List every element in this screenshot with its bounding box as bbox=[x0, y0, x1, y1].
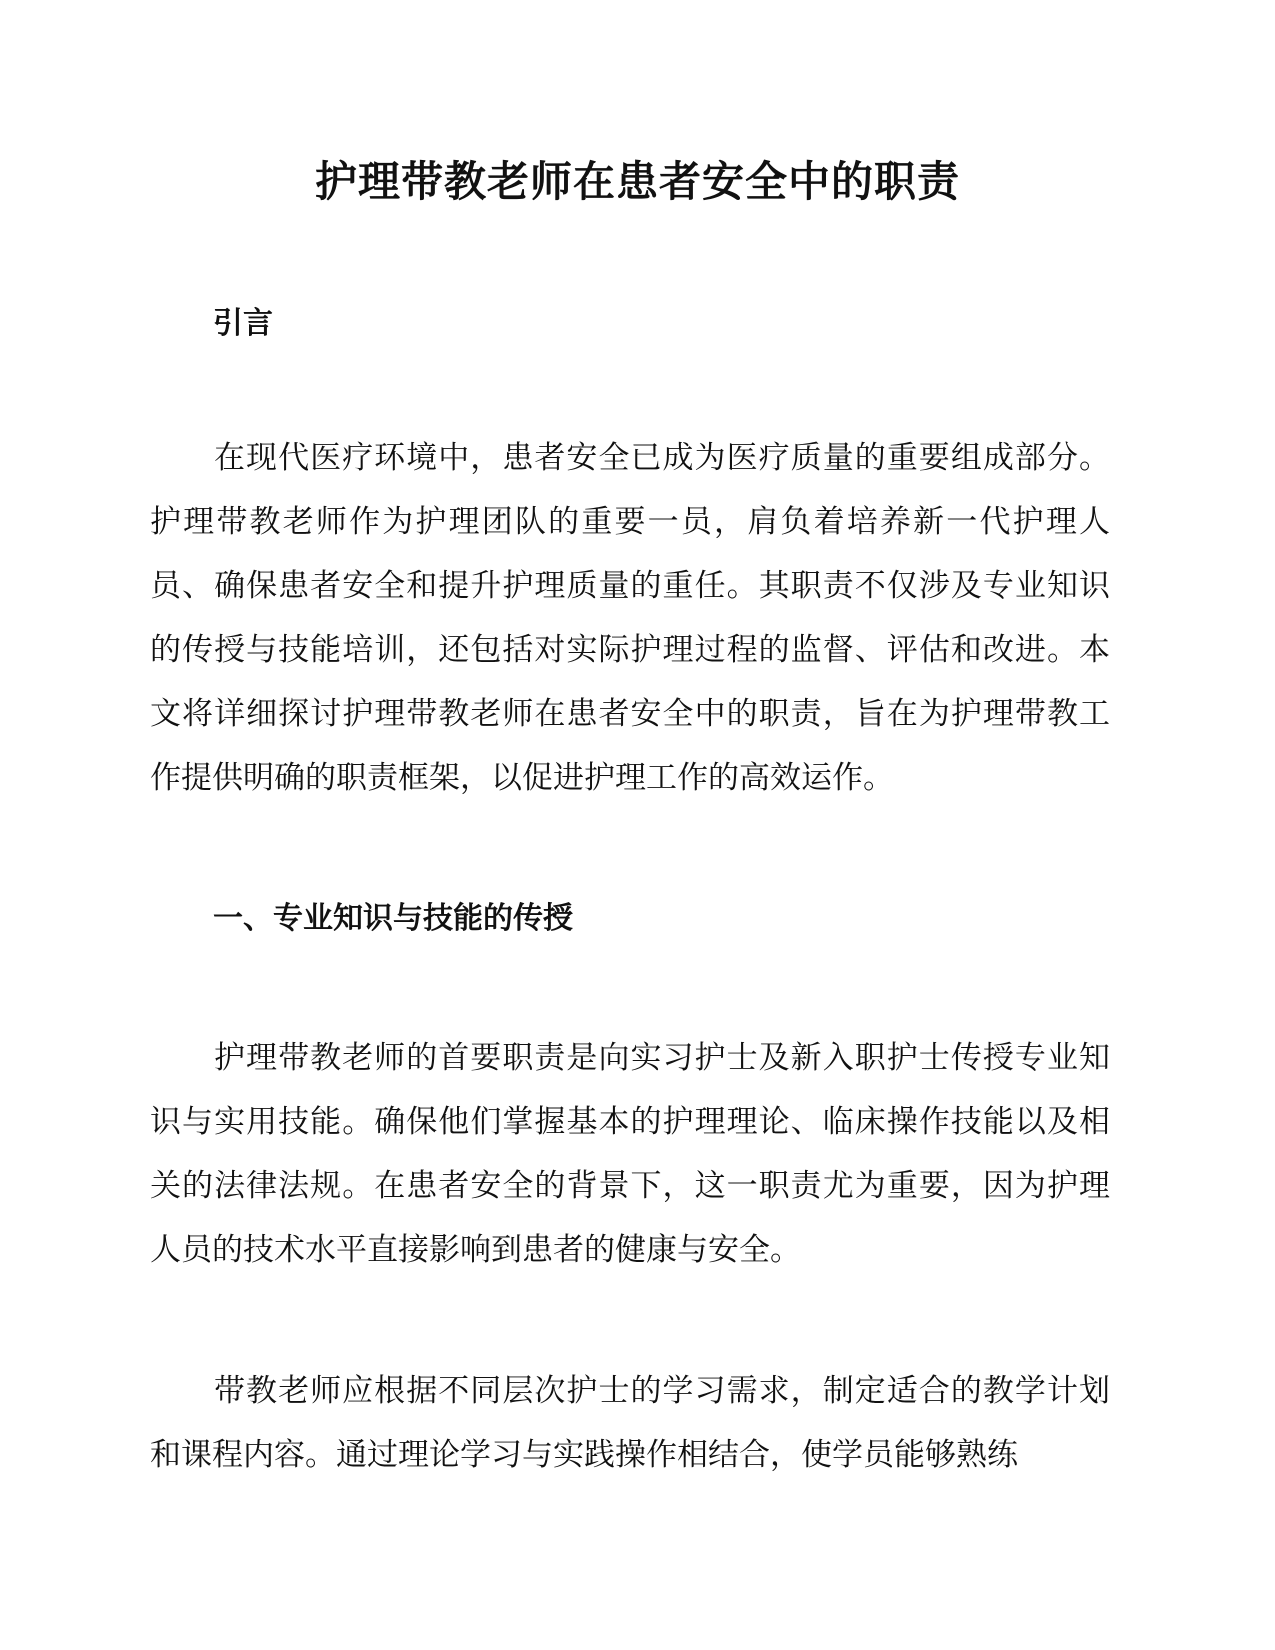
document-title: 护理带教老师在患者安全中的职责 bbox=[314, 157, 960, 206]
intro-paragraph: 在现代医疗环境中，患者安全已成为医疗质量的重要组成部分。护理带教老师作为护理团队的重要一员，肩负着培养新一代护理人员、确保患者安全和提升护理质量的重任。其职责不仅涉及专业知识的传授与技能培训，还包括对实际护理过程的监督、评估和改进。本文将详细探讨护理带教老师在患者安全中的职责，旨在为护理带教工作提供明确的职责框架，以促进护理工作的高效运作。 bbox=[150, 440, 1110, 796]
knowledge-skills-paragraph-2: 带教老师应根据不同层次护士的学习需求，制定适合的教学计划和课程内容。通过理论学习与实践操作相结合，使学员能够熟练 bbox=[150, 1373, 1110, 1473]
knowledge-skills-paragraph-1: 护理带教老师的首要职责是向实习护士及新入职护士传授专业知识与实用技能。确保他们掌握基本的护理理论、临床操作技能以及相关的法律法规。在患者安全的背景下，这一职责尤为重要，因为护理人员的技术水平直接影响到患者的健康与安全。 bbox=[150, 1040, 1110, 1268]
section-heading-knowledge-skills: 一、专业知识与技能的传授 bbox=[213, 901, 573, 936]
section-heading-intro: 引言 bbox=[213, 306, 273, 341]
